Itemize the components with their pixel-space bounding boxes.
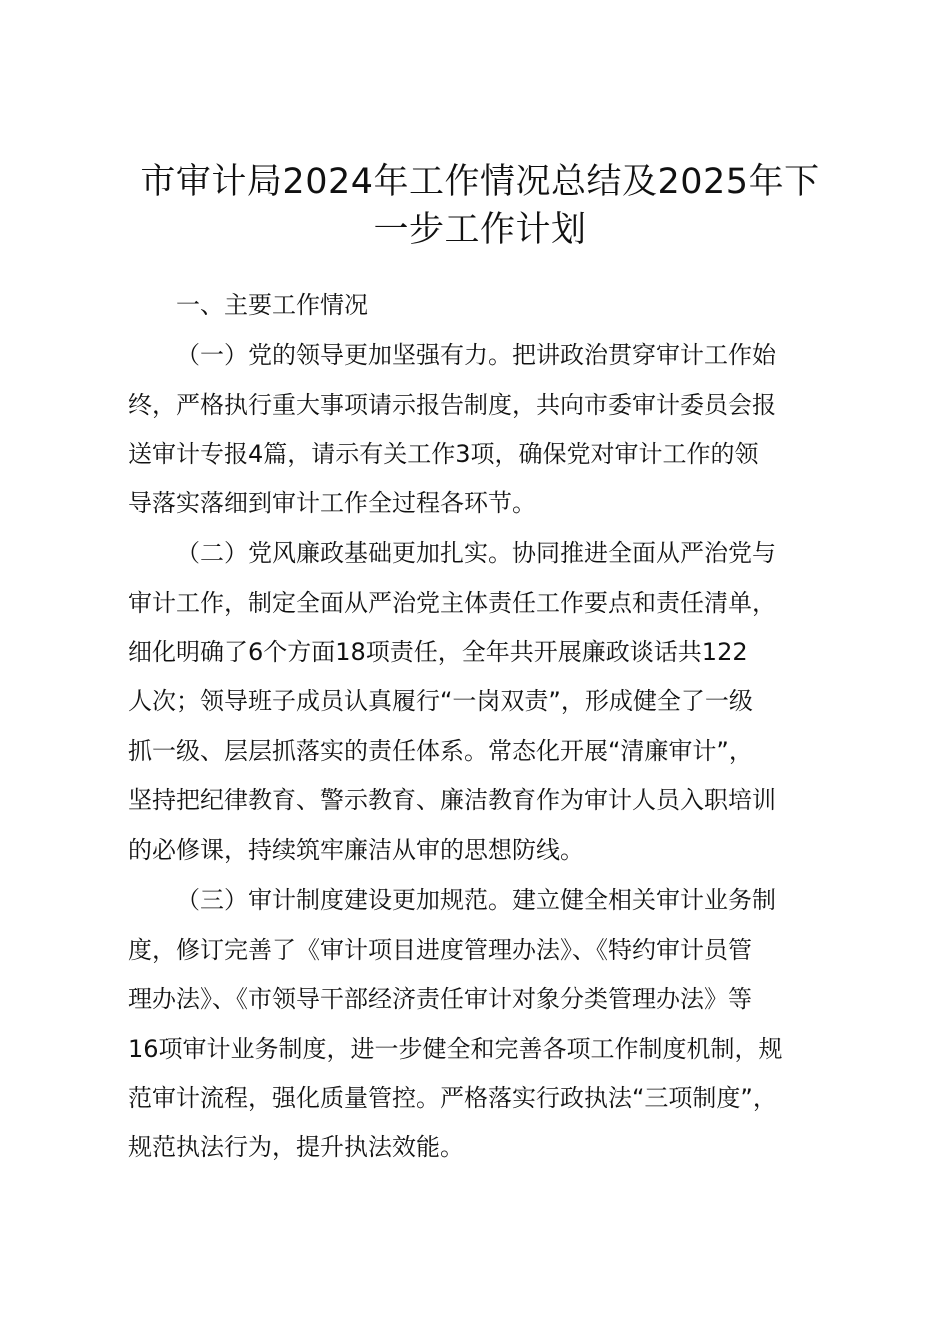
paragraph-3-line-6: 规范执法行为，提升执法效能。 xyxy=(128,1133,464,1161)
paragraph-2-line-3: 细化明确了6个方面18项责任，全年共开展廉政谈话共122 xyxy=(128,638,748,666)
paragraph-3-line-5: 范审计流程，强化质量管控。严格落实行政执法“三项制度”， xyxy=(128,1084,777,1112)
paragraph-1-line-4: 导落实落细到审计工作全过程各环节。 xyxy=(128,489,536,517)
paragraph-1-line-1: （一）党的领导更加坚强有力。把讲政治贯穿审计工作始 xyxy=(176,341,776,369)
title-line-1: 市审计局2024年工作情况总结及2025年下 xyxy=(140,162,820,202)
paragraph-3-line-1: （三）审计制度建设更加规范。建立健全相关审计业务制 xyxy=(176,886,776,914)
paragraph-3-line-2: 度，修订完善了《审计项目进度管理办法》、《特约审计员管 xyxy=(128,936,752,964)
paragraph-2-line-1: （二）党风廉政基础更加扎实。协同推进全面从严治党与 xyxy=(176,539,776,567)
paragraph-3-line-4: 16项审计业务制度，进一步健全和完善各项工作制度机制，规 xyxy=(128,1035,783,1063)
paragraph-2-line-6: 坚持把纪律教育、警示教育、廉洁教育作为审计人员入职培训 xyxy=(128,786,776,814)
paragraph-3-line-3: 理办法》、《市领导干部经济责任审计对象分类管理办法》等 xyxy=(128,985,752,1013)
title-line-2: 一步工作计划 xyxy=(373,210,587,250)
paragraph-1-line-2: 终，严格执行重大事项请示报告制度，共向市委审计委员会报 xyxy=(128,391,776,419)
section-heading: 一、主要工作情况 xyxy=(176,291,368,319)
paragraph-2-line-7: 的必修课，持续筑牢廉洁从审的思想防线。 xyxy=(128,836,584,864)
paragraph-2-line-4: 人次；领导班子成员认真履行“一岗双责”，形成健全了一级 xyxy=(128,687,753,715)
paragraph-1-line-3: 送审计专报4篇，请示有关工作3项，确保党对审计工作的领 xyxy=(128,440,759,468)
document-title xyxy=(110,158,850,254)
paragraph-2-line-2: 审计工作，制定全面从严治党主体责任工作要点和责任清单， xyxy=(128,589,776,617)
paragraph-2-line-5: 抓一级、层层抓落实的责任体系。常态化开展“清廉审计”， xyxy=(128,737,753,765)
